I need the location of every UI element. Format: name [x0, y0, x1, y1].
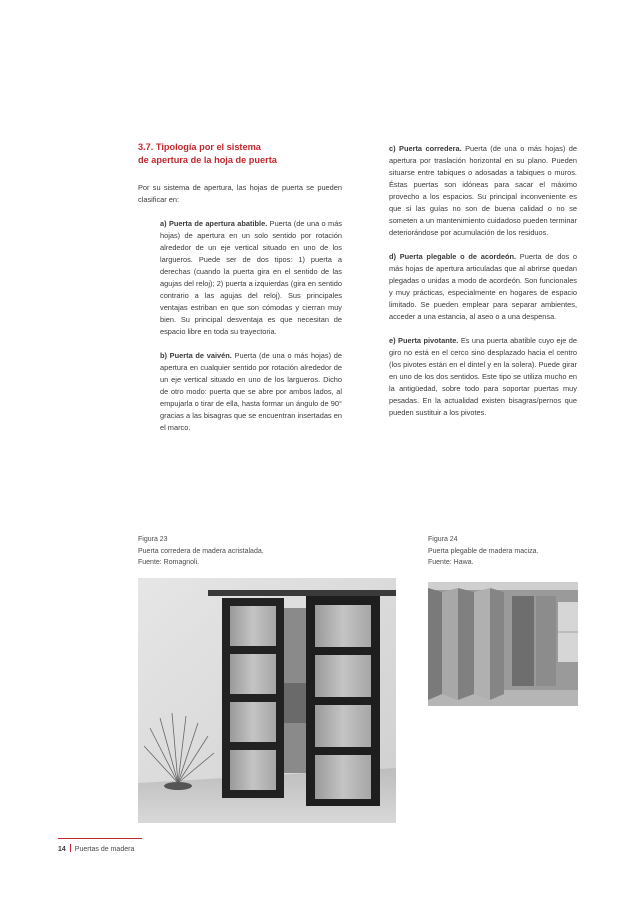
- item-corredera-text: Puerta (de una o más hojas) de apertura por traslación horizontal en su plano. Pueden situarse entre tabiques o adosadas a tabiques o muros. Éstas puertas son idóneas para sacar el máximo provecho a los espacios. Su principal inconveniente es que si las guías no son de buena calidad o no se someten a un mantenimiento cuidadoso pueden terminar deteriorándose por acumulación de los residuos.: [389, 144, 577, 237]
- figure-24-photo: [428, 582, 578, 706]
- left-column: [138, 141, 342, 434]
- item-plegable-lead: d) Puerta plegable o de acordeón.: [389, 252, 517, 261]
- item-pivotante-lead: e) Puerta pivotante.: [389, 336, 459, 345]
- item-vaiven-text: Puerta (de una o más hojas) de apertura en cualquier sentido por rotación alrededor de un eje vertical situado en uno de los largueros. Dicho de otro modo: puerta que se abre por ambos lados, al empujarla o tirar de ella, hasta formar un ángulo de 90° gracias a las bisagras que se encuentran insertadas en el marco.: [160, 351, 343, 432]
- section-heading-line-1: 3.7. Tipología por el sistema: [138, 142, 261, 152]
- right-door: [306, 596, 380, 806]
- figure-23-photo: [138, 578, 396, 823]
- figure-23-source: Fuente: Romagnoli.: [138, 559, 200, 566]
- footer-row: [58, 844, 142, 854]
- item-plegable-text: Puerta de dos o más hojas de apertura articuladas que al abrirse quedan plegadas o unidas a modo de acordeón. Son funcionales y muy prácticas, especialmente en hogares de espacio limitado. Se pueden emplear para separar ambientes, acceder a una estancia, al aseo o a una despensa.: [389, 252, 577, 321]
- figure-23-caption: [138, 534, 264, 569]
- page-number: 14: [58, 846, 66, 853]
- item-pivotante: [389, 335, 577, 419]
- item-abatible: [138, 218, 342, 338]
- item-vaiven-lead: b) Puerta de vaivén.: [160, 351, 232, 360]
- page-footer: [58, 838, 142, 854]
- intro-paragraph: Por su sistema de apertura, las hojas de puerta se pueden clasificar en:: [138, 183, 342, 204]
- item-corredera-lead: c) Puerta corredera.: [389, 144, 462, 153]
- item-vaiven: [138, 350, 342, 434]
- footer-separator: [70, 844, 71, 852]
- folding-panels: [428, 588, 504, 700]
- item-abatible-lead: a) Puerta de apertura abatible.: [160, 219, 268, 228]
- sliding-door-illustration: [138, 578, 396, 823]
- folding-door-illustration: [428, 582, 578, 706]
- footer-rule: [58, 838, 142, 839]
- item-plegable: [389, 251, 577, 323]
- figure-24-description: Puerta plegable de madera maciza.: [428, 547, 539, 555]
- figure-23-label: Figura 23: [138, 536, 168, 543]
- section-heading-line-2: de apertura de la hoja de puerta: [138, 155, 277, 165]
- figure-23-description: Puerta corredera de madera acristalada.: [138, 547, 264, 555]
- figure-24-caption: [428, 534, 539, 569]
- left-door: [222, 598, 284, 798]
- item-corredera: [389, 143, 577, 239]
- item-abatible-text: Puerta (de una o más hojas) de apertura en un solo sentido por rotación alrededor de un eje vertical situado en uno de los largueros. Puede ser de dos tipos: 1) puerta a derechas (cuando la puerta gira en el sentido de las agujas del reloj); 2) puerta a izquierdas (gira en sentido contrario a las agujas del reloj). Sus principales ventajas estriban en que son cómodas y cierran muy bien. Su principal desventaja es que necesitan de espacio libre en toda su trayectoria.: [160, 219, 342, 336]
- item-pivotante-text: Es una puerta abatible cuyo eje de giro no está en el cerco sino desplazado hacia el centro (los pivotes están en el dintel y en la solera). Puede girar en uno de los dos sentidos. Este tipo se utiliza mucho en la antigüedad, sobre todo para soportar puertas muy pesadas. En la actualidad existen bisagras/pernos que pueden sustituir a los pivotes.: [389, 336, 577, 417]
- section-heading: [138, 141, 342, 167]
- footer-section-name: Puertas de madera: [74, 846, 135, 853]
- figure-24-source: Fuente: Hawa.: [428, 559, 474, 566]
- right-column: [389, 143, 577, 419]
- figure-24-label: Figura 24: [428, 536, 458, 543]
